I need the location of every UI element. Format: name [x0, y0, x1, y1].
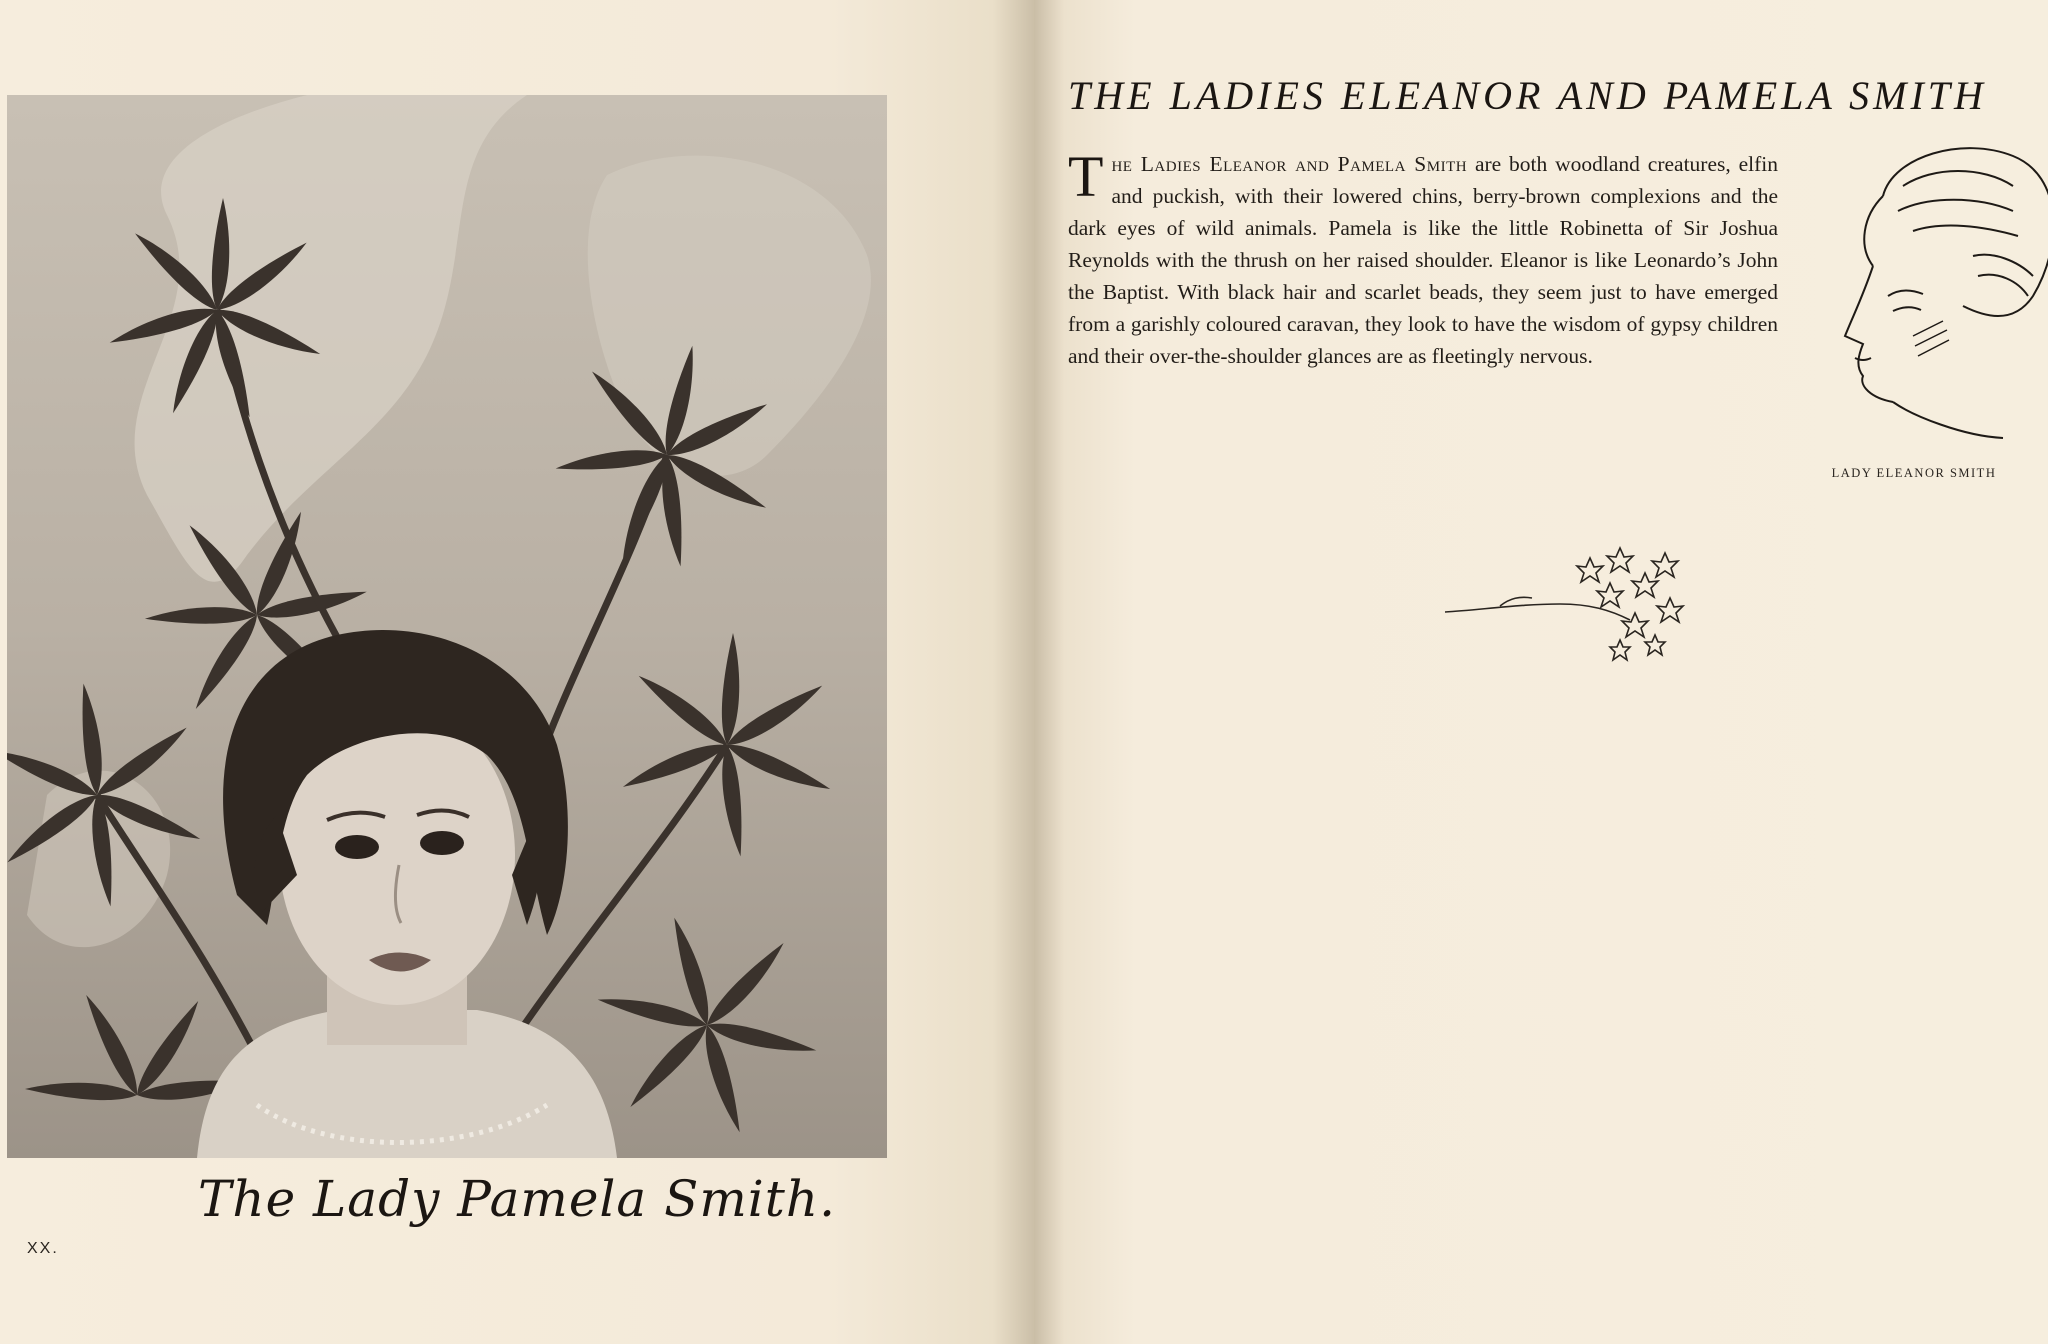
sketch-caption: LADY ELEANOR SMITH: [1831, 466, 1997, 480]
article-title: THE LADIES ELEANOR AND PAMELA SMITH: [1068, 73, 1987, 118]
eleanor-sketch-illustration: [1763, 136, 2048, 448]
drop-cap: T: [1068, 144, 1104, 209]
photo-caption: The Lady Pamela Smith.: [198, 1170, 836, 1228]
blossom-branch-ornament: [1440, 540, 1720, 674]
right-page: [1034, 0, 2048, 1344]
paragraph-text: are both woodland creatures, elfin and puckish, with their lowered chins, berry-brown complexions and the dark eyes of wild animals. Pamela is like the little Robinetta of Sir Joshua Reynolds with the thrush on her raised shoulder. Eleanor is like Leonardo’s John the Baptist. With black hair and scarlet beads, they seem just to have emerged from a garishly coloured caravan, they look to have the wisdom of gypsy children and their over-the-shoulder glances are as fleetingly nervous.: [1068, 152, 1778, 368]
page-number: XX.: [27, 1240, 59, 1257]
article-paragraph: [1068, 144, 1778, 372]
lead-smallcaps: he Ladies Eleanor and Pamela Smith: [1111, 152, 1468, 176]
portrait-photograph: [7, 95, 887, 1158]
